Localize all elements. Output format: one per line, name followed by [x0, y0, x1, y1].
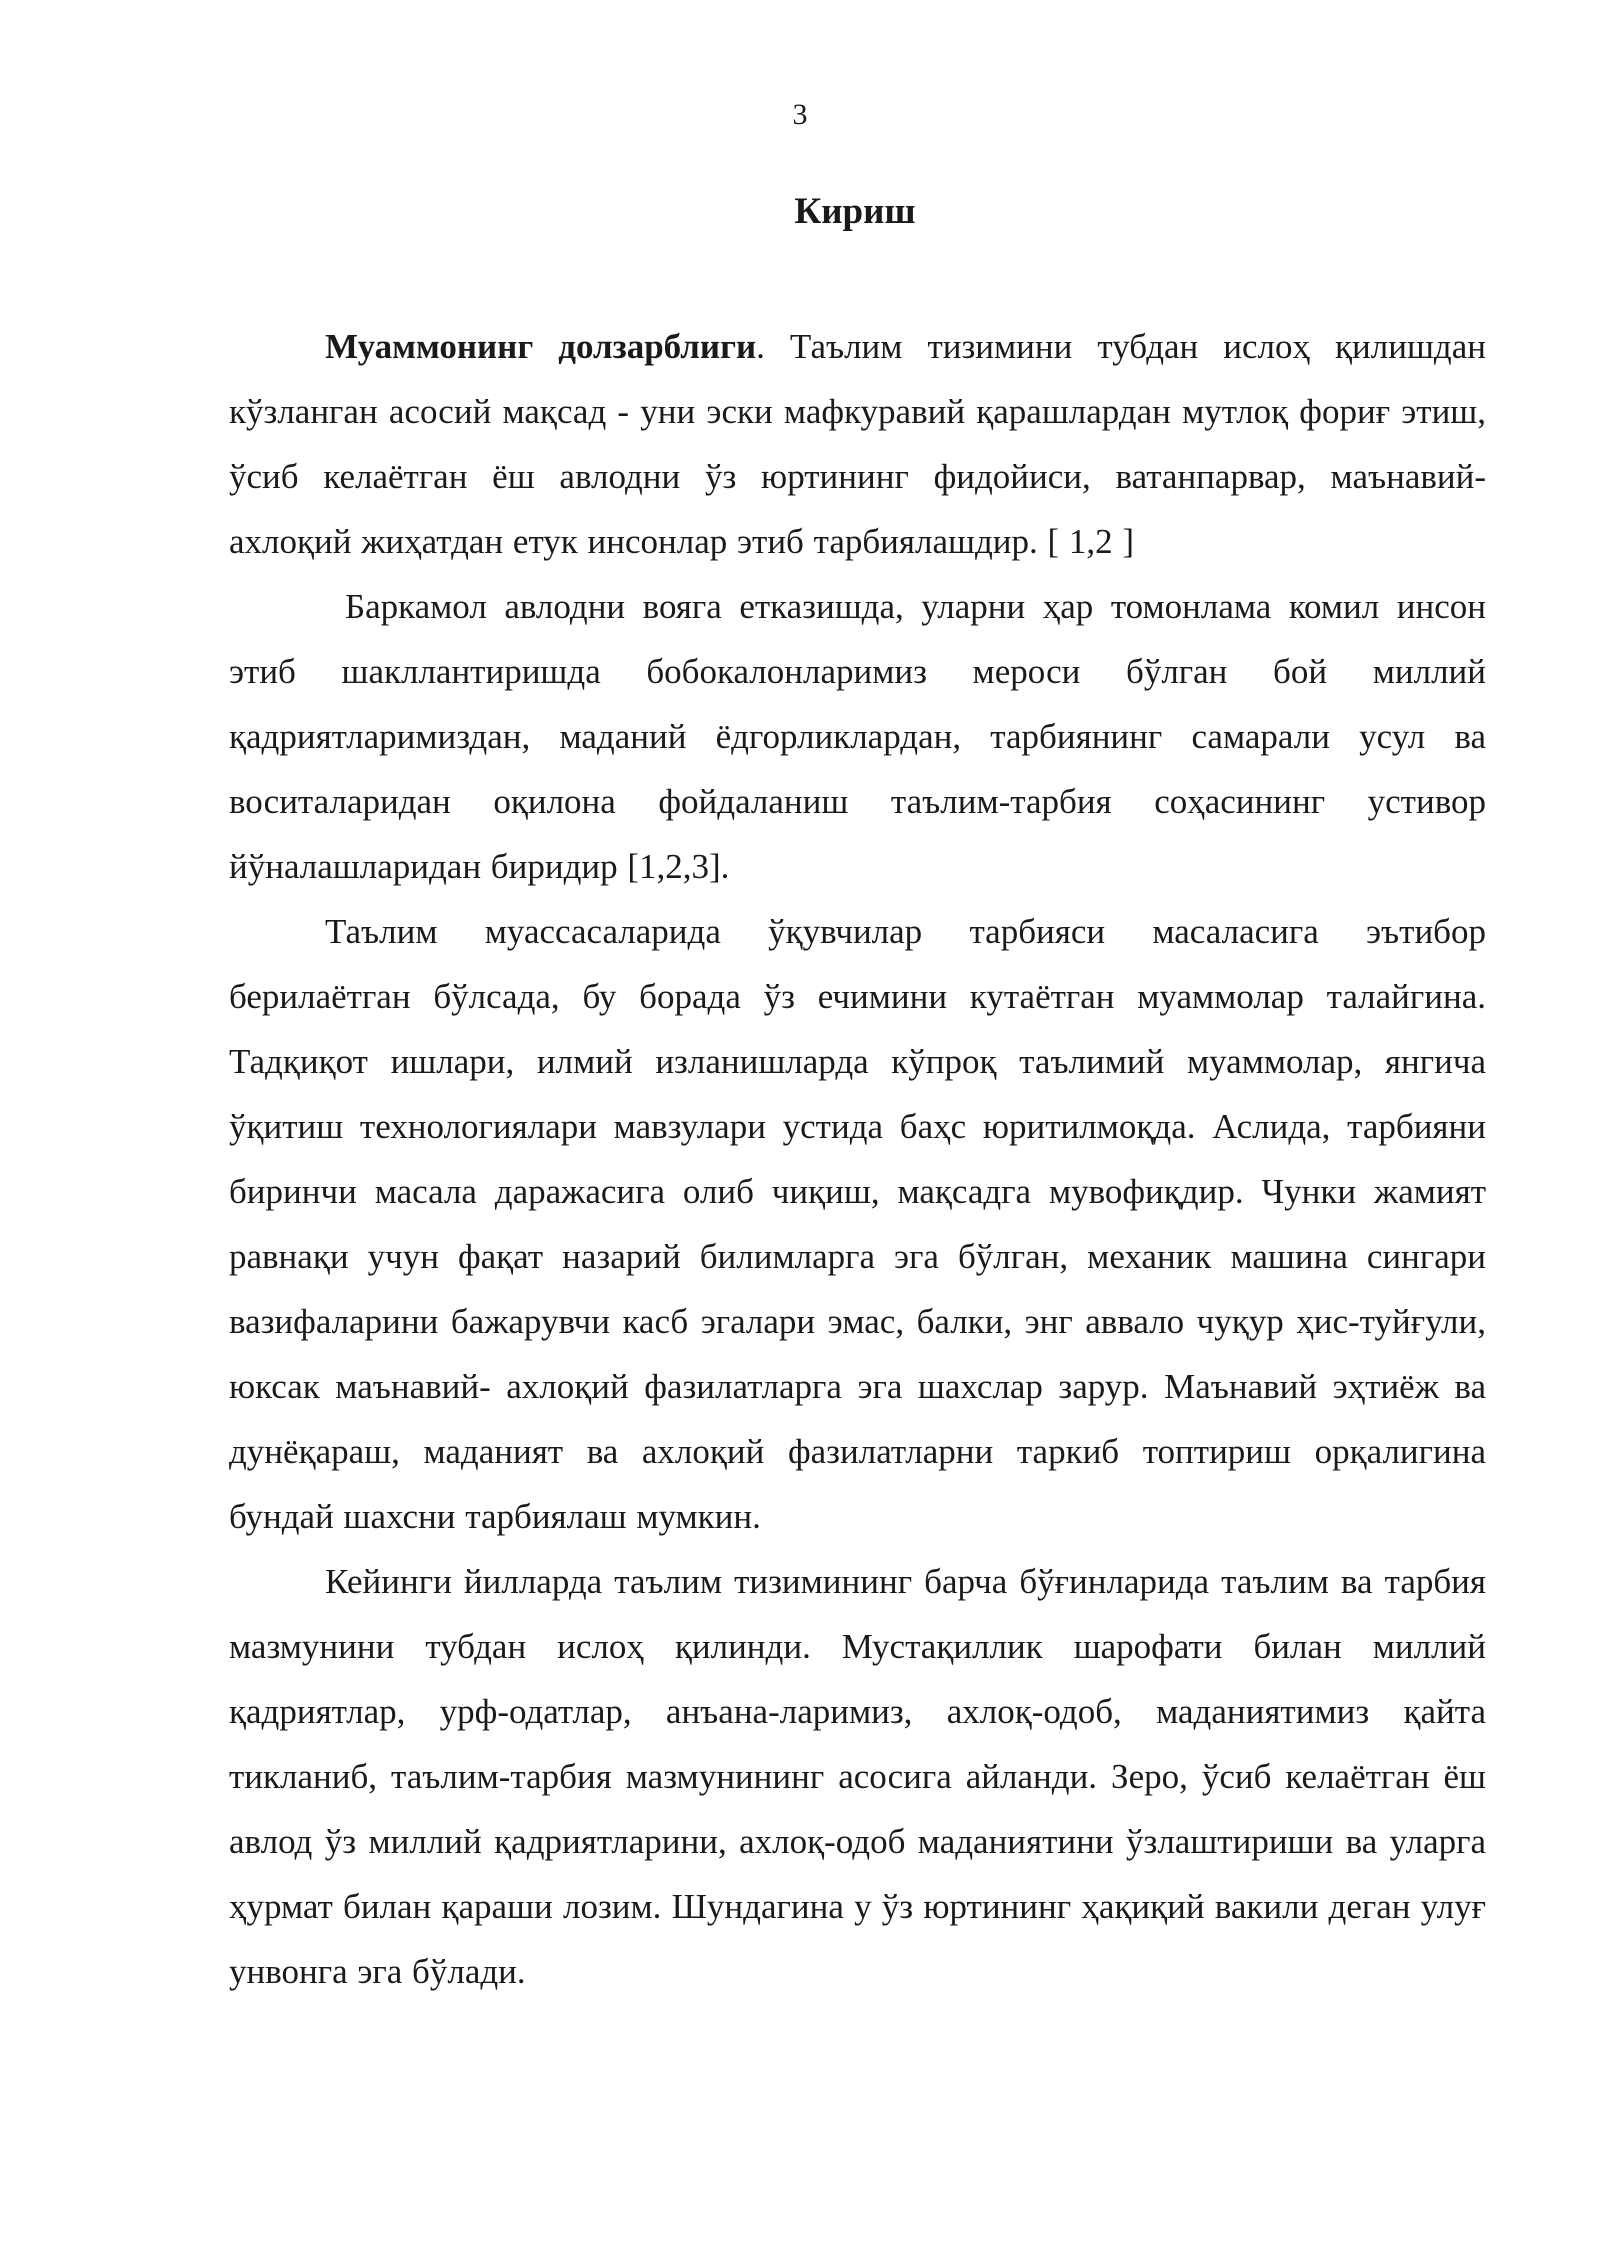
page-number: 3: [792, 98, 808, 131]
paragraph-1: [229, 314, 1486, 574]
paragraph-lead: Муаммонинг долзарблиги: [325, 327, 757, 366]
paragraph-4: Кейинги йилларда таълим тизимининг барча бўғинларида таълим ва тарбия мазмунини тубдан ислоҳ қилинди. Мустақиллик шарофати билан миллий қадриятлар, урф-одатлар, анъана-ларимиз, ахлоқ-одоб, маданиятимиз қайта тикланиб, таълим-тарбия мазмунининг асосига айланди. Зеро, ўсиб келаётган ёш авлод ўз миллий қадриятларини, ахлоқ-одоб маданиятини ўзлаштириши ва уларга ҳурмат билан қараши лозим. Шундагина у ўз юртининг ҳақиқий вакили деган улуғ унвонга эга бўлади.: [229, 1562, 1486, 1991]
body-text: [229, 314, 1486, 2004]
paragraph-2: Баркамол авлодни вояга етказишда, уларни ҳар томонлама комил инсон этиб шакллантиришда бобокалонларимиз мероси бўлган бой миллий қадриятларимиздан, маданий ёдгорликлардан, тарбиянинг самарали усул ва воситаларидан оқилона фойдаланиш таълим-тарбия соҳасининг устивор йўналашларидан биридир [1,2,3].: [229, 587, 1486, 886]
section-heading: Кириш: [794, 191, 916, 232]
paragraph-1-text: . Таълим тизимини тубдан ислоҳ қилишдан кўзланган асосий мақсад - уни эски мафкуравий қарашлардан мутлоқ фориғ этиш, ўсиб келаётган ёш авлодни ўз юртининг фидойиси, ватанпарвар, маънавий-ахлоқий жиҳатдан етук инсонлар этиб тарбиялашдир. [ 1,2 ]: [229, 327, 1486, 561]
paragraph-3: Таълим муассасаларида ўқувчилар тарбияси масаласига эътибор берилаётган бўлсада, бу борада ўз ечимини кутаётган муаммолар талайгина. Тадқиқот ишлари, илмий изланишларда кўпроқ таълимий муаммолар, янгича ўқитиш технологиялари мавзулари устида баҳс юритилмоқда. Аслида, тарбияни биринчи масала даражасига олиб чиқиш, мақсадга мувофиқдир. Чунки жамият равнақи учун фақат назарий билимларга эга бўлган, механик машина сингари вазифаларини бажарувчи касб эгалари эмас, балки, энг аввало чуқур ҳис-туйғули, юксак маънавий- ахлоқий фазилатларга эга шахслар зарур. Маънавий эҳтиёж ва дунёқараш, маданият ва ахлоқий фазилатларни таркиб топтириш орқалигина бундай шахсни тарбиялаш мумкин.: [229, 912, 1486, 1536]
